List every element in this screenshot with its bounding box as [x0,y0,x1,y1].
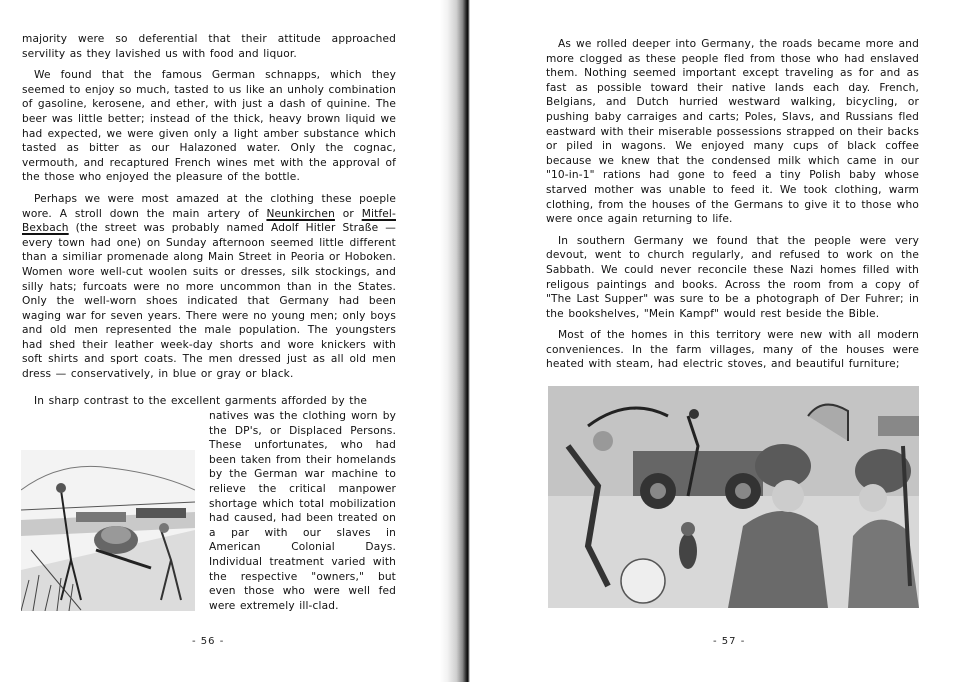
illustration-sketch-left [21,450,195,611]
underlined-town-neunkirchen: Neunkirchen [266,207,335,220]
paragraph-dp-wrapped: natives was the clothing worn by the DP's, or Displaced Persons. These unfortunates, who had been taken from their homelands by the German war machine to relieve the critical manpower shortage which total mobilization had caused, had been treated on a par with our slaves in American Colonial Days. Individual treatment varied with the respective "owners," but even those who were well fed were extremely ill-clad. [209,410,396,612]
page-number-right: - 57 - [713,636,746,647]
paragraph-clothing-after: (the street was probably named Adolf Hitler Straße — every town had one) on Sunday afternoon seemed little different than a similiar promenade along Main Street in Peoria or Hoboken. Women wore well-cut woolen suits or dresses, silk stockings, and silly hats; furcoats were no more uncommon than in the States. Only the well-worn shoes indicated that Germany had been waging war for seven years. There were no young men; only boys and old men represented the male population. The youngsters had shed their leather week-day shorts and wore knickers with soft shirts and sport coats. The men dressed just as all old men dress — conservatively, in blue or gray or black. [22,222,396,381]
left-page [0,0,440,682]
paragraph-homes: Most of the homes in this territory were new with all modern conveniences. In the farm villages, many of the houses were heated with steam, had electric stoves, and beautiful furniture; [546,329,919,371]
illustration-sketch-right [548,386,919,608]
right-page-text [546,37,919,379]
paragraph-clothing-middle: or [334,207,362,220]
paragraph-roads: As we rolled deeper into Germany, the roads became more and more clogged as these people fled from those who had enslaved them. Nothing seemed important except traveling as for and as fast as possible toward their native lands each day. French, Belgians, and Dutch hurried westward walking, bicycling, or pushing baby carraiges and carts; Poles, Slavs, and Russians fled eastward with their miserable possessions strapped on their backs or piled in wagons. We enjoyed many cups of black coffee because we knew that the condensed milk which came in our "10-in-1" rations had gone to feed a tiny Polish baby whose starved mother was unable to feed it. We took clothing, warm clothing, from the houses of the Germans to give it to those who were once again returning to life. [546,38,919,226]
page-number-left: - 56 - [192,636,225,647]
illustration-soldiers [548,386,919,608]
book-spine [440,0,470,682]
paragraph-clothing [22,192,396,382]
paragraph-clothing-before: Perhaps we were most amazed at the clothing these poeple wore. A stroll down the main artery of [22,192,396,220]
left-page-text [22,32,396,389]
paragraph-southern-germany: In southern Germany we found that the people were very devout, went to church regularly, and refused to work on the Sabbath. We could never reconcile these Nazi homes filled with religous paintings and books. Across the room from a copy of "The Last Supper" was sure to be a photograph of Der Fuhrer; in the bookshelves, "Mein Kampf" would rest beside the Bible. [546,234,919,320]
underlined-town-mitfel-bexbach: Mitfel-Bexbach [22,207,396,235]
right-page [470,0,964,682]
paragraph-schnapps: We found that the famous German schnapps, which they seemed to enjoy so much, tasted to us like an unholy combination of gasoline, kerosene, and ether, with just a dash of quinine. The beer was little better; instead of the thick, heavy brown liquid we had expected, we were given only a light amber substance which tasted as bitter as our Halazoned water. Only the cognac, vermouth, and recaptured French wines met with the approval of the those who enjoyed the pleasure of the bottle. [22,69,396,184]
illustration-displaced-persons [21,450,195,611]
paragraph-dp-lead: In sharp contrast to the excellent garments afforded by the [34,395,368,407]
paragraph-continuation: majority were so deferential that their attitude approached servility as they lavished us with food and liquor. [22,33,396,60]
